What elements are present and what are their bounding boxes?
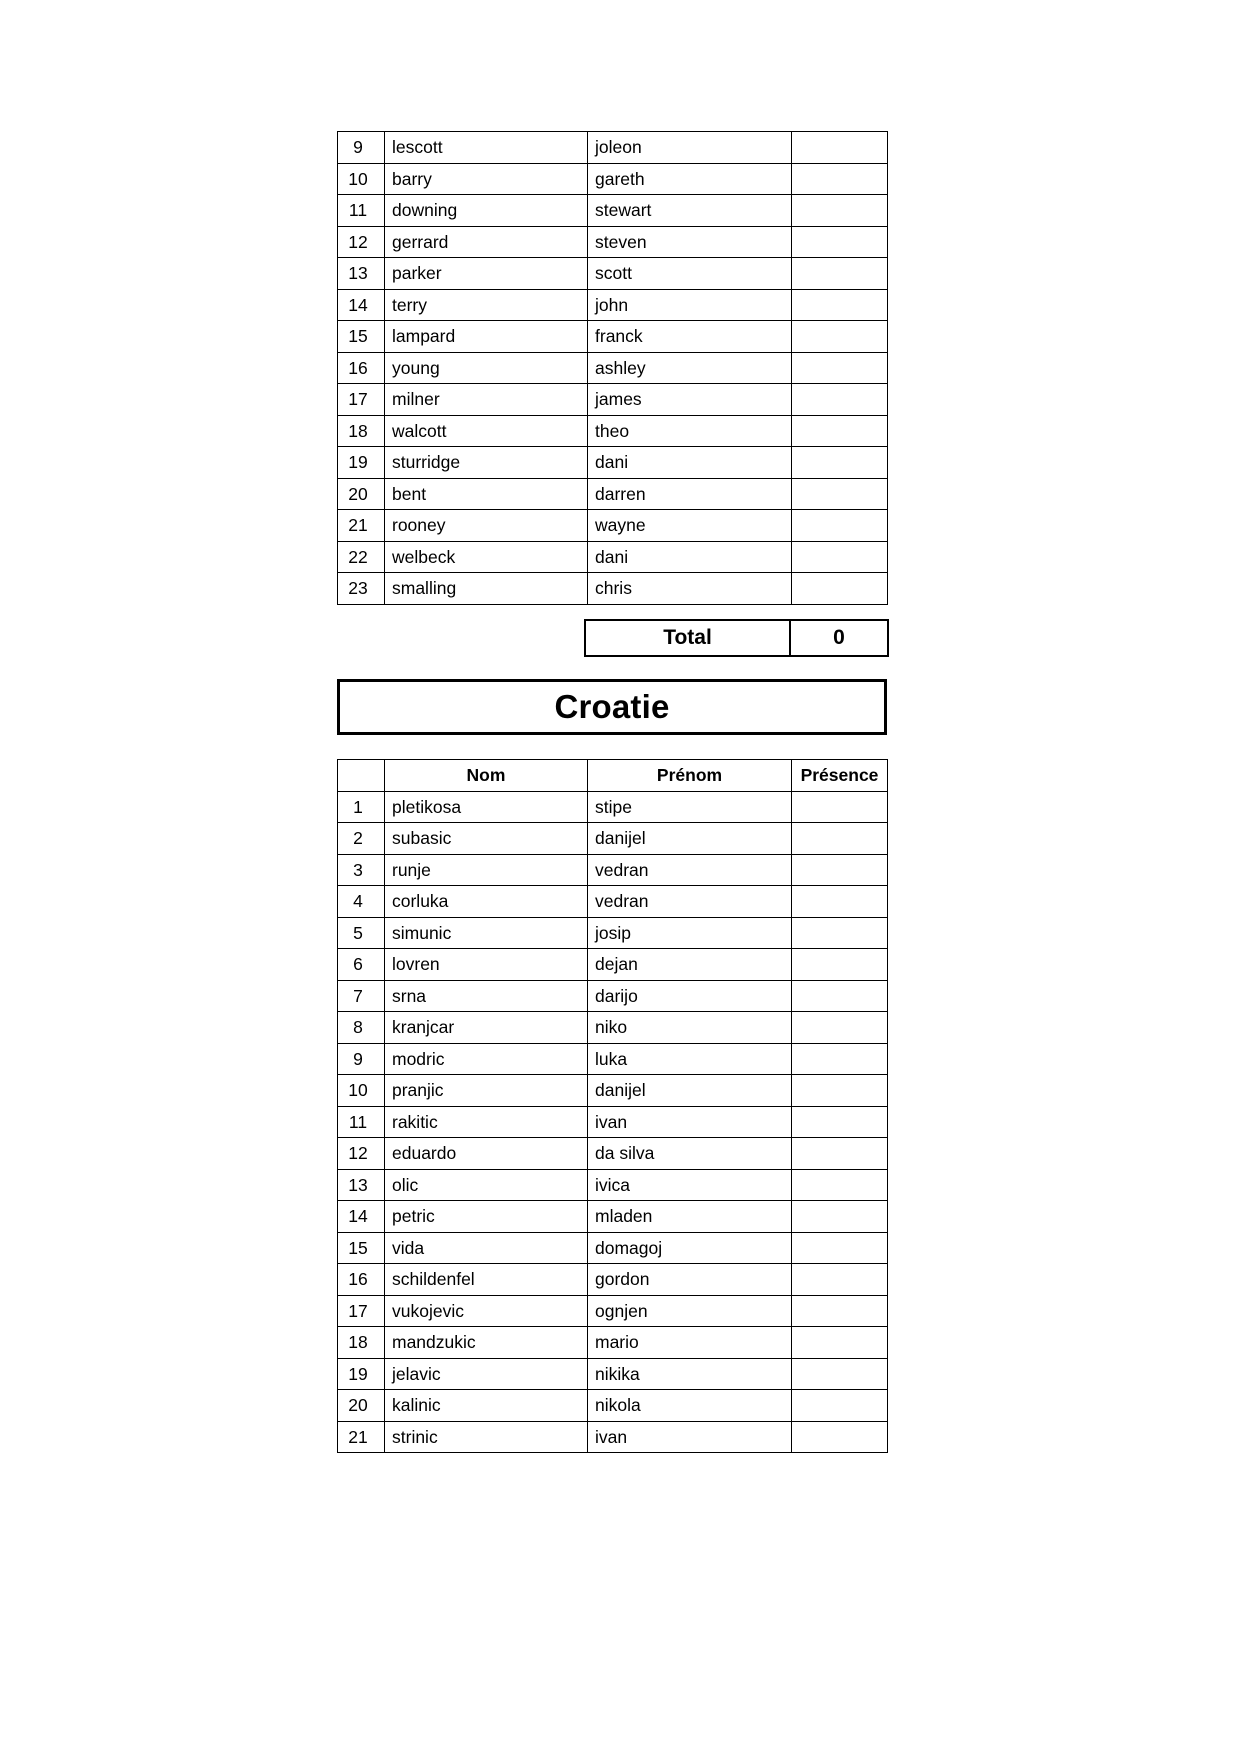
row-nom-cell: simunic <box>385 917 588 949</box>
row-prenom-cell: scott <box>588 258 792 290</box>
row-nom-cell: subasic <box>385 823 588 855</box>
row-presence-cell[interactable] <box>792 1043 888 1075</box>
croatia-title-text: Croatie <box>554 688 670 725</box>
table-row <box>338 917 888 949</box>
row-prenom-cell: luka <box>588 1043 792 1075</box>
row-nom-cell: modric <box>385 1043 588 1075</box>
row-prenom-cell: franck <box>588 321 792 353</box>
row-prenom-cell: vedran <box>588 854 792 886</box>
row-prenom-cell: ognjen <box>588 1295 792 1327</box>
row-nom-cell: srna <box>385 980 588 1012</box>
table-row <box>338 823 888 855</box>
croatia-roster-table <box>337 759 888 1453</box>
row-prenom-cell: nikola <box>588 1390 792 1422</box>
table-row <box>338 1075 888 1107</box>
row-index-cell: 3 <box>338 854 385 886</box>
row-nom-cell: olic <box>385 1169 588 1201</box>
row-index-cell: 22 <box>338 541 385 573</box>
row-nom-cell: pletikosa <box>385 791 588 823</box>
row-index-cell: 12 <box>338 1138 385 1170</box>
row-nom-cell: eduardo <box>385 1138 588 1170</box>
row-presence-cell[interactable] <box>792 289 888 321</box>
table-row <box>338 886 888 918</box>
row-nom-cell: welbeck <box>385 541 588 573</box>
england-roster-table <box>337 131 888 605</box>
table-row <box>338 415 888 447</box>
row-presence-cell[interactable] <box>792 1138 888 1170</box>
row-presence-cell[interactable] <box>792 1390 888 1422</box>
row-nom-cell: kalinic <box>385 1390 588 1422</box>
table-row <box>338 1138 888 1170</box>
row-prenom-cell: dani <box>588 541 792 573</box>
row-index-cell: 20 <box>338 1390 385 1422</box>
table-row <box>338 258 888 290</box>
row-prenom-cell: nikika <box>588 1358 792 1390</box>
row-prenom-cell: stewart <box>588 195 792 227</box>
row-presence-cell[interactable] <box>792 791 888 823</box>
row-index-cell: 20 <box>338 478 385 510</box>
table-row <box>338 1358 888 1390</box>
table-row <box>338 384 888 416</box>
row-prenom-cell: john <box>588 289 792 321</box>
table-row <box>338 1169 888 1201</box>
row-index-cell: 9 <box>338 132 385 164</box>
table-row <box>338 949 888 981</box>
row-presence-cell[interactable] <box>792 132 888 164</box>
row-index-cell: 6 <box>338 949 385 981</box>
row-prenom-cell: joleon <box>588 132 792 164</box>
row-prenom-cell: gareth <box>588 163 792 195</box>
row-presence-cell[interactable] <box>792 1264 888 1296</box>
england-roster-body <box>338 132 888 605</box>
table-row <box>338 510 888 542</box>
row-presence-cell[interactable] <box>792 949 888 981</box>
row-presence-cell[interactable] <box>792 573 888 605</box>
row-prenom-cell: theo <box>588 415 792 447</box>
row-nom-cell: terry <box>385 289 588 321</box>
table-row <box>338 791 888 823</box>
table-row <box>338 226 888 258</box>
row-nom-cell: jelavic <box>385 1358 588 1390</box>
row-index-cell: 17 <box>338 384 385 416</box>
row-nom-cell: gerrard <box>385 226 588 258</box>
row-nom-cell: milner <box>385 384 588 416</box>
row-nom-cell: corluka <box>385 886 588 918</box>
row-presence-cell[interactable] <box>792 1201 888 1233</box>
row-nom-cell: walcott <box>385 415 588 447</box>
table-row <box>338 1264 888 1296</box>
row-index-cell: 10 <box>338 1075 385 1107</box>
row-presence-cell[interactable] <box>792 1358 888 1390</box>
table-row <box>338 321 888 353</box>
row-presence-cell[interactable] <box>792 1327 888 1359</box>
row-nom-cell: mandzukic <box>385 1327 588 1359</box>
row-index-cell: 18 <box>338 415 385 447</box>
row-nom-cell: runje <box>385 854 588 886</box>
row-index-cell: 13 <box>338 258 385 290</box>
row-nom-cell: downing <box>385 195 588 227</box>
row-prenom-cell: niko <box>588 1012 792 1044</box>
row-index-cell: 18 <box>338 1327 385 1359</box>
row-nom-cell: pranjic <box>385 1075 588 1107</box>
row-nom-cell: kranjcar <box>385 1012 588 1044</box>
row-prenom-cell: mladen <box>588 1201 792 1233</box>
column-header-presence: Présence <box>792 760 888 792</box>
row-prenom-cell: darijo <box>588 980 792 1012</box>
row-presence-cell[interactable] <box>792 478 888 510</box>
row-presence-cell[interactable] <box>792 1421 888 1453</box>
row-index-cell: 17 <box>338 1295 385 1327</box>
column-header-index <box>338 760 385 792</box>
row-index-cell: 12 <box>338 226 385 258</box>
row-prenom-cell: steven <box>588 226 792 258</box>
row-presence-cell[interactable] <box>792 415 888 447</box>
row-prenom-cell: dejan <box>588 949 792 981</box>
table-row <box>338 447 888 479</box>
row-nom-cell: vukojevic <box>385 1295 588 1327</box>
total-row <box>585 620 888 656</box>
row-index-cell: 4 <box>338 886 385 918</box>
row-prenom-cell: james <box>588 384 792 416</box>
table-row <box>338 163 888 195</box>
row-presence-cell[interactable] <box>792 321 888 353</box>
row-prenom-cell: darren <box>588 478 792 510</box>
column-header-nom: Nom <box>385 760 588 792</box>
total-label: Total <box>585 620 790 656</box>
row-presence-cell[interactable] <box>792 352 888 384</box>
row-prenom-cell: ivan <box>588 1421 792 1453</box>
table-row <box>338 478 888 510</box>
table-row <box>338 980 888 1012</box>
table-row <box>338 1327 888 1359</box>
row-nom-cell: schildenfel <box>385 1264 588 1296</box>
row-index-cell: 13 <box>338 1169 385 1201</box>
row-prenom-cell: da silva <box>588 1138 792 1170</box>
row-nom-cell: lovren <box>385 949 588 981</box>
table-row <box>338 1043 888 1075</box>
croatia-title-banner <box>337 679 887 735</box>
table-row <box>338 195 888 227</box>
table-row <box>338 573 888 605</box>
table-row <box>338 1232 888 1264</box>
row-presence-cell[interactable] <box>792 854 888 886</box>
row-index-cell: 19 <box>338 447 385 479</box>
row-prenom-cell: chris <box>588 573 792 605</box>
row-presence-cell[interactable] <box>792 447 888 479</box>
table-row <box>338 1106 888 1138</box>
row-index-cell: 19 <box>338 1358 385 1390</box>
table-row <box>338 1421 888 1453</box>
row-index-cell: 16 <box>338 1264 385 1296</box>
row-presence-cell[interactable] <box>792 258 888 290</box>
row-prenom-cell: danijel <box>588 1075 792 1107</box>
row-nom-cell: smalling <box>385 573 588 605</box>
row-prenom-cell: ivan <box>588 1106 792 1138</box>
row-index-cell: 2 <box>338 823 385 855</box>
table-row <box>338 1390 888 1422</box>
row-prenom-cell: gordon <box>588 1264 792 1296</box>
row-presence-cell[interactable] <box>792 917 888 949</box>
table-row <box>338 289 888 321</box>
row-prenom-cell: domagoj <box>588 1232 792 1264</box>
row-presence-cell[interactable] <box>792 226 888 258</box>
row-nom-cell: lescott <box>385 132 588 164</box>
row-index-cell: 11 <box>338 1106 385 1138</box>
row-prenom-cell: mario <box>588 1327 792 1359</box>
row-presence-cell[interactable] <box>792 163 888 195</box>
row-prenom-cell: ashley <box>588 352 792 384</box>
row-prenom-cell: ivica <box>588 1169 792 1201</box>
row-presence-cell[interactable] <box>792 1012 888 1044</box>
row-index-cell: 5 <box>338 917 385 949</box>
table-row <box>338 1201 888 1233</box>
row-nom-cell: lampard <box>385 321 588 353</box>
table-row <box>338 541 888 573</box>
row-index-cell: 11 <box>338 195 385 227</box>
row-presence-cell[interactable] <box>792 195 888 227</box>
row-nom-cell: petric <box>385 1201 588 1233</box>
row-nom-cell: vida <box>385 1232 588 1264</box>
row-nom-cell: barry <box>385 163 588 195</box>
row-index-cell: 10 <box>338 163 385 195</box>
row-prenom-cell: vedran <box>588 886 792 918</box>
column-header-prenom: Prénom <box>588 760 792 792</box>
row-presence-cell[interactable] <box>792 1106 888 1138</box>
row-index-cell: 1 <box>338 791 385 823</box>
row-presence-cell[interactable] <box>792 541 888 573</box>
row-presence-cell[interactable] <box>792 886 888 918</box>
row-index-cell: 23 <box>338 573 385 605</box>
row-index-cell: 7 <box>338 980 385 1012</box>
croatia-header-row <box>338 760 888 792</box>
row-prenom-cell: stipe <box>588 791 792 823</box>
row-presence-cell[interactable] <box>792 1232 888 1264</box>
row-index-cell: 16 <box>338 352 385 384</box>
england-total-table <box>584 619 889 657</box>
row-presence-cell[interactable] <box>792 980 888 1012</box>
row-index-cell: 15 <box>338 321 385 353</box>
row-nom-cell: rakitic <box>385 1106 588 1138</box>
row-nom-cell: bent <box>385 478 588 510</box>
row-index-cell: 15 <box>338 1232 385 1264</box>
row-nom-cell: strinic <box>385 1421 588 1453</box>
row-prenom-cell: josip <box>588 917 792 949</box>
total-value: 0 <box>790 620 888 656</box>
row-prenom-cell: wayne <box>588 510 792 542</box>
table-row <box>338 1295 888 1327</box>
row-index-cell: 8 <box>338 1012 385 1044</box>
table-row <box>338 854 888 886</box>
table-row <box>338 352 888 384</box>
row-index-cell: 14 <box>338 1201 385 1233</box>
row-presence-cell[interactable] <box>792 823 888 855</box>
row-nom-cell: young <box>385 352 588 384</box>
croatia-roster-body <box>338 791 888 1453</box>
row-nom-cell: rooney <box>385 510 588 542</box>
row-nom-cell: sturridge <box>385 447 588 479</box>
row-prenom-cell: danijel <box>588 823 792 855</box>
row-presence-cell[interactable] <box>792 1075 888 1107</box>
croatia-roster-header <box>338 760 888 792</box>
row-index-cell: 21 <box>338 510 385 542</box>
row-index-cell: 14 <box>338 289 385 321</box>
row-index-cell: 21 <box>338 1421 385 1453</box>
row-presence-cell[interactable] <box>792 1295 888 1327</box>
row-presence-cell[interactable] <box>792 510 888 542</box>
row-presence-cell[interactable] <box>792 1169 888 1201</box>
table-row <box>338 132 888 164</box>
row-index-cell: 9 <box>338 1043 385 1075</box>
row-presence-cell[interactable] <box>792 384 888 416</box>
row-prenom-cell: dani <box>588 447 792 479</box>
row-nom-cell: parker <box>385 258 588 290</box>
table-row <box>338 1012 888 1044</box>
